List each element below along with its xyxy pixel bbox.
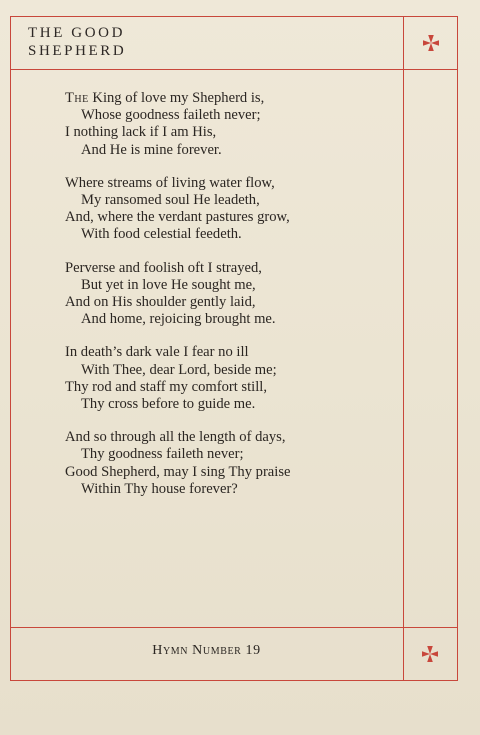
- poem-line-text: King of love my Shepherd is,: [88, 90, 265, 106]
- poem-line: But yet in love He sought me,: [81, 276, 256, 293]
- poem-line: With food celestial feedeth.: [81, 226, 242, 243]
- poem-line: I nothing lack if I am His,: [65, 124, 217, 141]
- poem-line: And so through all the length of days,: [65, 429, 286, 446]
- poem-line: Thy cross before to guide me.: [81, 396, 256, 413]
- poem-line: Within Thy house forever?: [81, 480, 238, 497]
- poem-line: And, where the verdant pastures grow,: [65, 209, 290, 226]
- cross-pattee-icon: [422, 34, 440, 52]
- poem-line: And home, rejoicing brought me.: [81, 311, 276, 328]
- poem-line: And on His shoulder gently laid,: [65, 294, 256, 311]
- poem-line: With Thee, dear Lord, beside me;: [81, 361, 277, 378]
- poem-line: Thy rod and staff my comfort still,: [65, 378, 267, 395]
- poem-line: And He is mine forever.: [81, 141, 222, 158]
- stanza-5: [65, 429, 395, 498]
- border-vertical-rule: [403, 16, 404, 681]
- border-header-rule: [10, 69, 458, 70]
- poem-first-word: The: [65, 90, 89, 106]
- poem-line: Where streams of living water flow,: [65, 174, 275, 191]
- stanza-3: [65, 260, 395, 329]
- poem-line: Good Shepherd, may I sing Thy praise: [65, 463, 291, 480]
- hymn-number-label: Hymn Number 19: [152, 643, 261, 658]
- poem-line: In death’s dark vale I fear no ill: [65, 344, 249, 361]
- poem-line: Thy goodness faileth never;: [81, 446, 244, 463]
- cross-pattee-icon: [421, 645, 439, 663]
- poem-line: Whose goodness faileth never;: [81, 107, 261, 124]
- poem: [65, 90, 395, 514]
- page-title-line-1: THE GOOD: [28, 25, 126, 41]
- border-footer-rule: [10, 627, 458, 628]
- poem-line: [65, 90, 395, 107]
- stanza-1: [65, 90, 395, 159]
- page-title-line-2: SHEPHERD: [28, 43, 127, 59]
- poem-line: My ransomed soul He leadeth,: [81, 192, 260, 209]
- poem-line: Perverse and foolish oft I strayed,: [65, 259, 262, 276]
- stanza-2: [65, 175, 395, 244]
- stanza-4: [65, 344, 395, 413]
- page-title: [28, 24, 126, 60]
